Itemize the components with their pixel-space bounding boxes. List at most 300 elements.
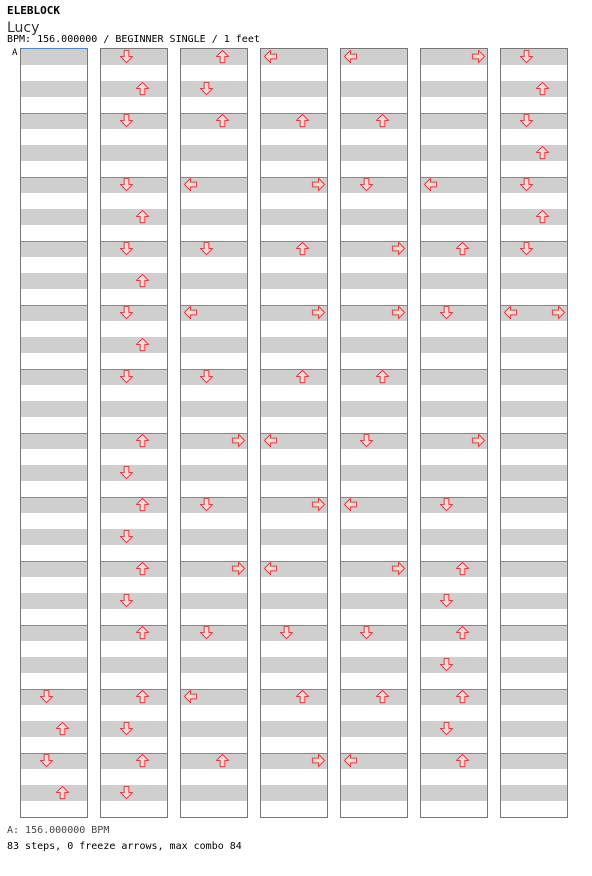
measure-line <box>501 625 567 626</box>
beat-band <box>501 561 567 577</box>
beat-band <box>261 241 327 257</box>
measure-line <box>21 241 87 242</box>
beat-band <box>421 113 487 129</box>
beat-band <box>101 497 167 513</box>
song-info: BPM: 156.000000 / BEGINNER SINGLE / 1 feet <box>7 34 260 45</box>
arrow-down-icon <box>199 497 214 512</box>
beat-band <box>341 113 407 129</box>
beat-band <box>341 433 407 449</box>
beat-band <box>421 785 487 801</box>
arrow-down-icon <box>119 177 134 192</box>
measure-line <box>101 177 167 178</box>
beat-band <box>261 785 327 801</box>
beat-band <box>261 209 327 225</box>
arrow-down-icon <box>199 241 214 256</box>
arrow-down-icon <box>199 625 214 640</box>
arrow-left-icon <box>423 177 438 192</box>
arrow-down-icon <box>279 625 294 640</box>
arrow-up-icon <box>215 113 230 128</box>
beat-band <box>21 433 87 449</box>
beat-band <box>501 145 567 161</box>
beat-band <box>501 369 567 385</box>
beat-band <box>341 369 407 385</box>
beat-band <box>501 497 567 513</box>
beat-band <box>261 689 327 705</box>
footer-bpm: A: 156.000000 BPM <box>7 825 110 836</box>
beat-band <box>421 209 487 225</box>
beat-band <box>501 433 567 449</box>
arrow-down-icon <box>439 657 454 672</box>
measure-line <box>501 241 567 242</box>
arrow-up-icon <box>295 113 310 128</box>
measure-line <box>501 369 567 370</box>
beat-band <box>181 81 247 97</box>
beat-band <box>101 593 167 609</box>
beat-band <box>21 657 87 673</box>
arrow-up-icon <box>375 369 390 384</box>
beat-band <box>21 465 87 481</box>
arrow-right-icon <box>391 561 406 576</box>
beat-band <box>341 625 407 641</box>
arrow-left-icon <box>503 305 518 320</box>
arrow-up-icon <box>55 785 70 800</box>
beat-band <box>341 785 407 801</box>
beat-band <box>261 273 327 289</box>
beat-band <box>501 785 567 801</box>
arrow-up-icon <box>55 721 70 736</box>
arrow-up-icon <box>135 689 150 704</box>
arrow-right-icon <box>391 241 406 256</box>
beat-band <box>101 433 167 449</box>
measure-line <box>421 561 487 562</box>
beat-band <box>181 753 247 769</box>
beat-band <box>421 145 487 161</box>
arrow-up-icon <box>135 625 150 640</box>
arrow-up-icon <box>135 273 150 288</box>
beat-band <box>21 721 87 737</box>
measure-line <box>341 689 407 690</box>
arrow-down-icon <box>359 177 374 192</box>
beat-band <box>101 113 167 129</box>
beat-band <box>21 401 87 417</box>
measure-line <box>21 753 87 754</box>
beat-band <box>181 785 247 801</box>
measure-line <box>501 753 567 754</box>
beat-band <box>101 81 167 97</box>
beat-band <box>101 305 167 321</box>
beat-band <box>101 401 167 417</box>
beat-band <box>101 465 167 481</box>
arrow-left-icon <box>263 561 278 576</box>
arrow-down-icon <box>119 49 134 64</box>
arrow-up-icon <box>135 753 150 768</box>
chart-column-6 <box>420 48 488 818</box>
measure-line <box>181 241 247 242</box>
beat-band <box>421 721 487 737</box>
footer-stats: 83 steps, 0 freeze arrows, max combo 84 <box>7 841 242 852</box>
beat-band <box>421 561 487 577</box>
arrow-up-icon <box>135 337 150 352</box>
measure-line <box>101 433 167 434</box>
beat-band <box>421 401 487 417</box>
arrow-up-icon <box>295 689 310 704</box>
beat-band <box>21 209 87 225</box>
beat-band <box>341 593 407 609</box>
arrow-up-icon <box>535 145 550 160</box>
beat-band <box>21 529 87 545</box>
beat-band <box>501 753 567 769</box>
beat-band <box>501 689 567 705</box>
beat-band <box>181 625 247 641</box>
beat-band <box>341 689 407 705</box>
measure-line <box>341 113 407 114</box>
beat-band <box>101 785 167 801</box>
arrow-down-icon <box>119 721 134 736</box>
arrow-down-icon <box>519 113 534 128</box>
beat-band <box>421 369 487 385</box>
chart-column-2 <box>100 48 168 818</box>
measure-line <box>341 369 407 370</box>
beat-band <box>181 209 247 225</box>
beat-band <box>421 241 487 257</box>
arrow-right-icon <box>311 177 326 192</box>
beat-band <box>421 465 487 481</box>
beat-band <box>21 145 87 161</box>
measure-line <box>21 177 87 178</box>
song-group: ELEBLOCK <box>7 4 60 17</box>
beat-band <box>101 657 167 673</box>
beat-band <box>501 401 567 417</box>
beat-band <box>101 369 167 385</box>
measure-line <box>21 497 87 498</box>
measure-line <box>421 753 487 754</box>
arrow-up-icon <box>455 625 470 640</box>
measure-line <box>101 369 167 370</box>
measure-line <box>421 689 487 690</box>
beat-band <box>101 753 167 769</box>
arrow-left-icon <box>343 753 358 768</box>
beat-band <box>501 721 567 737</box>
beat-band <box>261 81 327 97</box>
beat-band <box>21 177 87 193</box>
beat-band <box>421 625 487 641</box>
arrow-left-icon <box>183 305 198 320</box>
measure-line <box>501 561 567 562</box>
arrow-up-icon <box>455 241 470 256</box>
beat-band <box>501 209 567 225</box>
beat-band <box>421 529 487 545</box>
beat-band <box>21 273 87 289</box>
arrow-up-icon <box>455 561 470 576</box>
beat-band <box>101 561 167 577</box>
measure-line <box>501 689 567 690</box>
beat-band <box>341 721 407 737</box>
measure-line <box>261 241 327 242</box>
arrow-right-icon <box>391 305 406 320</box>
measure-line <box>421 625 487 626</box>
measure-line <box>501 177 567 178</box>
arrow-left-icon <box>263 433 278 448</box>
arrow-up-icon <box>135 561 150 576</box>
arrow-down-icon <box>519 49 534 64</box>
measure-line <box>101 753 167 754</box>
beat-band <box>101 241 167 257</box>
beat-band <box>341 657 407 673</box>
arrow-down-icon <box>519 177 534 192</box>
measure-line <box>181 753 247 754</box>
beat-band <box>261 529 327 545</box>
beat-band <box>261 625 327 641</box>
measure-line <box>421 497 487 498</box>
beat-band <box>261 113 327 129</box>
arrow-up-icon <box>215 753 230 768</box>
beat-band <box>341 273 407 289</box>
beat-band <box>261 721 327 737</box>
beat-band <box>421 593 487 609</box>
arrow-up-icon <box>375 689 390 704</box>
arrow-down-icon <box>439 721 454 736</box>
bpm-marker-label: A <box>12 48 18 58</box>
beat-band <box>21 113 87 129</box>
beat-band <box>421 689 487 705</box>
beat-band <box>21 785 87 801</box>
arrow-right-icon <box>311 497 326 512</box>
beat-band <box>501 593 567 609</box>
measure-line <box>341 177 407 178</box>
beat-band <box>101 209 167 225</box>
beat-band <box>181 465 247 481</box>
beat-band <box>181 529 247 545</box>
beat-band <box>421 337 487 353</box>
beat-band <box>261 465 327 481</box>
arrow-down-icon <box>359 433 374 448</box>
measure-line <box>21 369 87 370</box>
beat-band <box>181 401 247 417</box>
arrow-left-icon <box>343 49 358 64</box>
arrow-down-icon <box>119 241 134 256</box>
measure-line <box>421 113 487 114</box>
arrow-down-icon <box>119 785 134 800</box>
arrow-up-icon <box>135 433 150 448</box>
beat-band <box>501 625 567 641</box>
measure-line <box>181 497 247 498</box>
beat-band <box>21 305 87 321</box>
arrow-right-icon <box>471 433 486 448</box>
arrow-down-icon <box>439 305 454 320</box>
beat-band <box>501 657 567 673</box>
beat-band <box>181 497 247 513</box>
arrow-right-icon <box>311 753 326 768</box>
arrow-up-icon <box>535 81 550 96</box>
beat-band <box>341 177 407 193</box>
beat-band <box>341 337 407 353</box>
arrow-down-icon <box>119 529 134 544</box>
beat-band <box>261 593 327 609</box>
beat-band <box>101 529 167 545</box>
measure-line <box>101 497 167 498</box>
arrow-down-icon <box>439 497 454 512</box>
measure-line <box>101 241 167 242</box>
beat-band <box>21 625 87 641</box>
beat-band <box>261 401 327 417</box>
beat-band <box>501 113 567 129</box>
measure-line <box>421 305 487 306</box>
measure-line <box>101 625 167 626</box>
measure-line <box>181 625 247 626</box>
measure-line <box>501 497 567 498</box>
beat-band <box>21 369 87 385</box>
beat-band <box>101 689 167 705</box>
arrow-right-icon <box>231 561 246 576</box>
arrow-down-icon <box>119 465 134 480</box>
beat-band <box>261 369 327 385</box>
beat-band <box>501 49 567 65</box>
beat-band <box>21 497 87 513</box>
beat-band <box>181 273 247 289</box>
beat-band <box>501 465 567 481</box>
beat-band <box>261 337 327 353</box>
chart-column-7 <box>500 48 568 818</box>
measure-line <box>261 689 327 690</box>
measure-line <box>261 113 327 114</box>
measure-line <box>101 561 167 562</box>
chart-column-4 <box>260 48 328 818</box>
beat-band <box>501 241 567 257</box>
arrow-down-icon <box>119 305 134 320</box>
beat-band <box>341 529 407 545</box>
beat-band <box>341 465 407 481</box>
arrow-up-icon <box>295 241 310 256</box>
measure-line <box>101 113 167 114</box>
beat-band <box>101 145 167 161</box>
arrow-down-icon <box>199 369 214 384</box>
chart-column-3 <box>180 48 248 818</box>
arrow-left-icon <box>263 49 278 64</box>
beat-band <box>101 177 167 193</box>
measure-line <box>261 369 327 370</box>
arrow-down-icon <box>119 369 134 384</box>
arrow-down-icon <box>199 81 214 96</box>
beat-band <box>501 177 567 193</box>
measure-line <box>421 241 487 242</box>
arrow-down-icon <box>39 753 54 768</box>
beat-band <box>181 593 247 609</box>
measure-line <box>341 625 407 626</box>
beat-band <box>501 529 567 545</box>
beat-band <box>21 561 87 577</box>
beat-band <box>181 145 247 161</box>
beat-band <box>21 81 87 97</box>
arrow-left-icon <box>343 497 358 512</box>
beat-band <box>21 593 87 609</box>
measure-line <box>261 625 327 626</box>
arrow-up-icon <box>455 689 470 704</box>
beat-band <box>181 369 247 385</box>
chart-column-1 <box>20 48 88 818</box>
measure-line <box>421 369 487 370</box>
measure-line <box>21 561 87 562</box>
beat-band <box>101 273 167 289</box>
beat-band <box>181 657 247 673</box>
arrow-up-icon <box>535 209 550 224</box>
beat-band <box>421 305 487 321</box>
beat-band <box>421 497 487 513</box>
measure-line <box>101 305 167 306</box>
measure-line <box>21 689 87 690</box>
arrow-down-icon <box>39 689 54 704</box>
beat-band <box>501 337 567 353</box>
beat-band <box>101 721 167 737</box>
arrow-up-icon <box>295 369 310 384</box>
beat-band <box>21 49 87 65</box>
beat-band <box>421 273 487 289</box>
beat-band <box>181 241 247 257</box>
arrow-up-icon <box>135 209 150 224</box>
beat-band <box>21 337 87 353</box>
beat-band <box>261 145 327 161</box>
arrow-right-icon <box>231 433 246 448</box>
beat-band <box>421 753 487 769</box>
measure-line <box>21 305 87 306</box>
bpm-marker-line <box>21 48 88 49</box>
arrow-up-icon <box>135 497 150 512</box>
arrow-up-icon <box>135 81 150 96</box>
arrow-right-icon <box>551 305 566 320</box>
beat-band <box>261 657 327 673</box>
measure-line <box>501 113 567 114</box>
beat-band <box>341 401 407 417</box>
arrow-left-icon <box>183 177 198 192</box>
measure-line <box>181 369 247 370</box>
beat-band <box>341 81 407 97</box>
arrow-right-icon <box>471 49 486 64</box>
arrow-up-icon <box>215 49 230 64</box>
beat-band <box>101 337 167 353</box>
beat-band <box>181 337 247 353</box>
beat-band <box>181 49 247 65</box>
measure-line <box>21 433 87 434</box>
measure-line <box>21 113 87 114</box>
beat-band <box>181 721 247 737</box>
measure-line <box>21 625 87 626</box>
chart-column-5 <box>340 48 408 818</box>
arrow-down-icon <box>359 625 374 640</box>
beat-band <box>341 145 407 161</box>
beat-band <box>421 657 487 673</box>
beat-band <box>21 753 87 769</box>
arrow-down-icon <box>519 241 534 256</box>
arrow-left-icon <box>183 689 198 704</box>
measure-line <box>181 113 247 114</box>
arrow-down-icon <box>439 593 454 608</box>
arrow-right-icon <box>311 305 326 320</box>
beat-band <box>501 81 567 97</box>
measure-line <box>341 433 407 434</box>
beat-band <box>21 241 87 257</box>
arrow-up-icon <box>375 113 390 128</box>
beat-band <box>21 689 87 705</box>
beat-band <box>341 209 407 225</box>
beat-band <box>501 273 567 289</box>
arrow-up-icon <box>455 753 470 768</box>
arrow-down-icon <box>119 113 134 128</box>
beat-band <box>181 113 247 129</box>
beat-band <box>101 625 167 641</box>
measure-line <box>501 433 567 434</box>
measure-line <box>101 689 167 690</box>
beat-band <box>421 81 487 97</box>
arrow-down-icon <box>119 593 134 608</box>
